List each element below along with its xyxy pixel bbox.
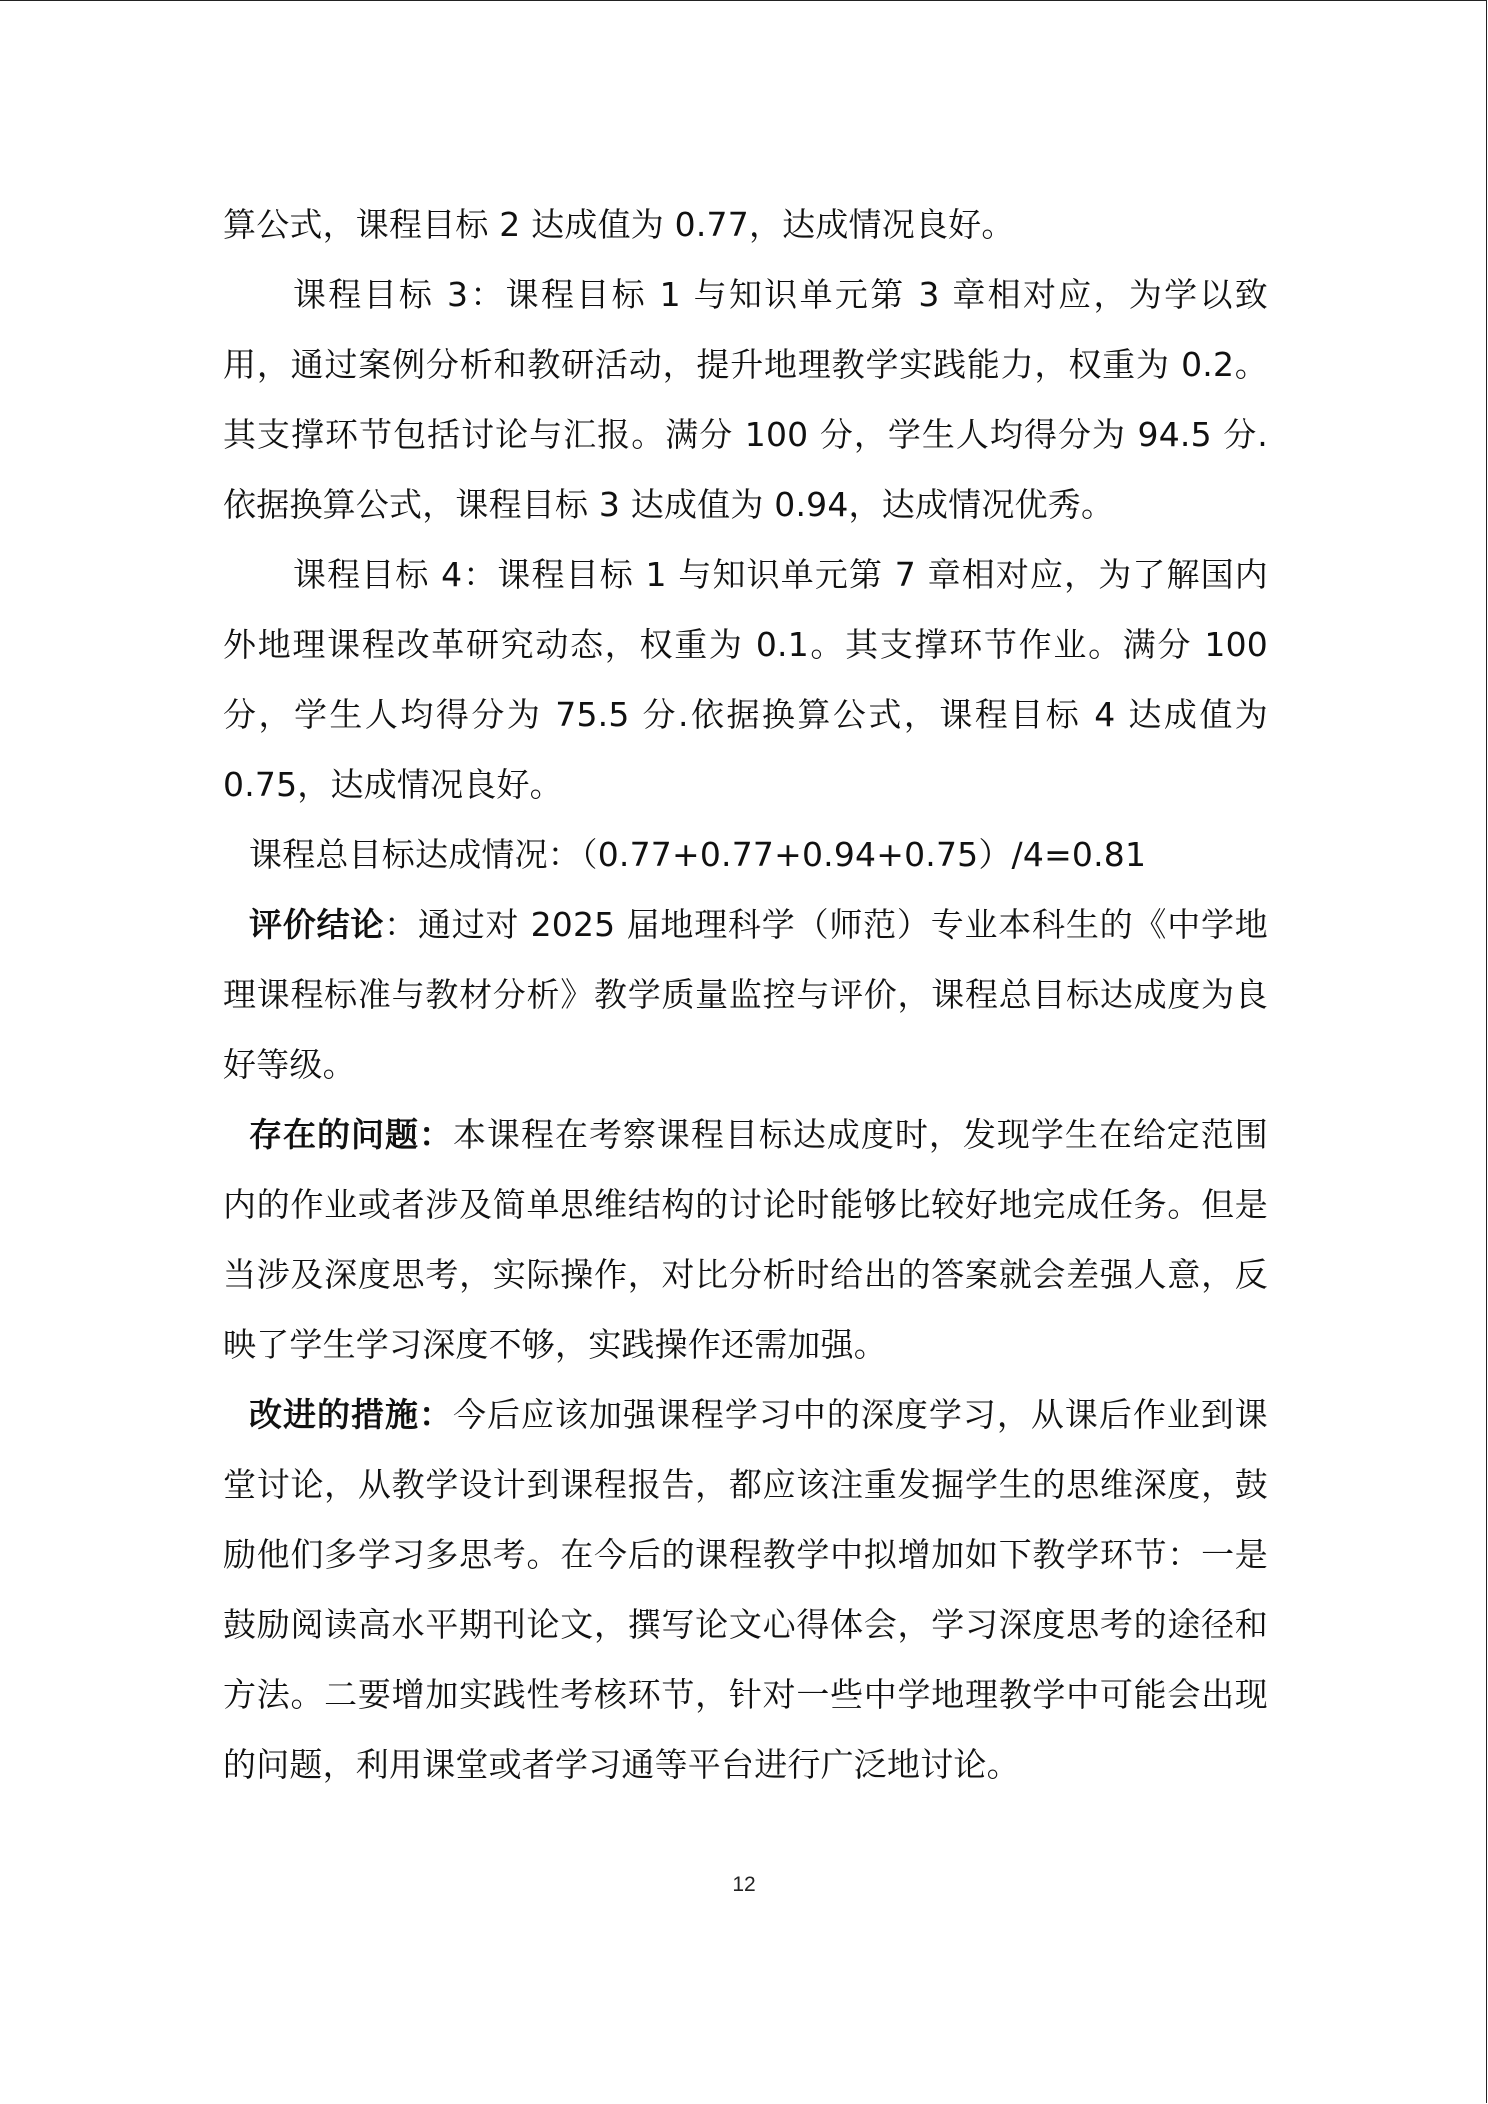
paragraph-lead: 改进的措施： [249,1395,453,1434]
paragraph-course-goal-3 [223,260,1268,540]
paragraph-overall-achievement [223,820,1268,890]
paragraph-formula-continuation [223,190,1268,260]
document-body [223,190,1268,1800]
page-number: 12 [732,1873,756,1896]
paragraph-lead: 存在的问题： [249,1115,453,1154]
paragraph-improvement-measures [223,1380,1268,1800]
paragraph-text: 课程目标 3：课程目标 1 与知识单元第 3 章相对应，为学以致用，通过案例分析和教研活动，提升地理教学实践能力，权重为 0.2。其支撑环节包括讨论与汇报。满分 100 分，学生人均得分为 94.5 分.依据换算公式，课程目标 3 达成值为 0.94，达成情况优秀。 [223,275,1268,524]
paragraph-existing-problems [223,1100,1268,1380]
paragraph-text: ：通过对 2025 届地理科学（师范）专业本科生的《中学地理课程标准与教材分析》教学质量监控与评价，课程总目标达成度为良好等级。 [223,905,1268,1084]
paragraph-text: 今后应该加强课程学习中的深度学习，从课后作业到课堂讨论，从教学设计到课程报告，都应该注重发掘学生的思维深度，鼓励他们多学习多思考。在今后的课程教学中拟增加如下教学环节：一是鼓励阅读高水平期刊论文，撰写论文心得体会，学习深度思考的途径和方法。二要增加实践性考核环节，针对一些中学地理教学中可能会出现的问题，利用课堂或者学习通等平台进行广泛地讨论。 [223,1395,1268,1784]
paragraph-evaluation-conclusion [223,890,1268,1100]
paragraph-text: 课程目标 4：课程目标 1 与知识单元第 7 章相对应，为了解国内外地理课程改革研究动态，权重为 0.1。其支撑环节作业。满分 100 分，学生人均得分为 75.5 分.依据换算公式，课程目标 4 达成值为 0.75，达成情况良好。 [223,555,1268,804]
paragraph-text: 本课程在考察课程目标达成度时，发现学生在给定范围内的作业或者涉及简单思维结构的讨论时能够比较好地完成任务。但是当涉及深度思考，实际操作，对比分析时给出的答案就会差强人意，反映了学生学习深度不够，实践操作还需加强。 [223,1115,1268,1364]
paragraph-lead: 评价结论 [249,905,385,944]
paragraph-course-goal-4 [223,540,1268,820]
paragraph-text: 算公式，课程目标 2 达成值为 0.77，达成情况良好。 [223,205,1015,244]
paragraph-text: 课程总目标达成情况：（0.77+0.77+0.94+0.75）/4=0.81 [249,835,1147,874]
